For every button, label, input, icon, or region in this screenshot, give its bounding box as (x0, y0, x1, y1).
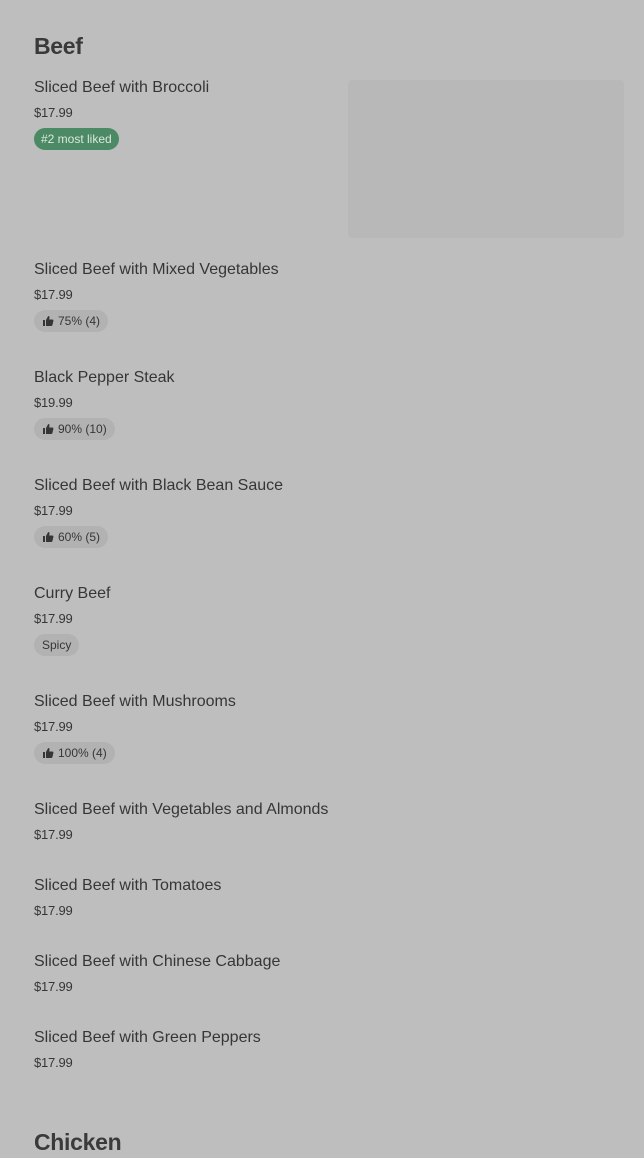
item-price: $17.99 (34, 287, 73, 302)
thumbs-up-icon (42, 423, 54, 435)
item-price: $17.99 (34, 1055, 73, 1070)
menu-item-sliced-beef-with-green-peppers[interactable] (34, 1028, 624, 1071)
item-price: $19.99 (34, 395, 73, 410)
menu-item-curry-beef[interactable] (34, 584, 624, 656)
item-price: $17.99 (34, 105, 73, 120)
item-name: Sliced Beef with Green Peppers (34, 1029, 261, 1046)
menu-item-sliced-beef-with-mushrooms[interactable] (34, 692, 624, 764)
section-title-beef: Beef (34, 33, 83, 59)
menu-item-black-pepper-steak[interactable] (34, 368, 624, 440)
rating-badge (34, 418, 115, 440)
thumbs-up-icon (42, 315, 54, 327)
spicy-tag: Spicy (34, 634, 79, 656)
item-name: Sliced Beef with Chinese Cabbage (34, 953, 281, 970)
item-price: $17.99 (34, 611, 73, 626)
thumbs-up-icon (42, 747, 54, 759)
item-name: Curry Beef (34, 585, 111, 602)
item-name: Sliced Beef with Mushrooms (34, 693, 236, 710)
rating-text: 75% (4) (58, 314, 101, 328)
item-name: Sliced Beef with Broccoli (34, 79, 210, 96)
rating-badge (34, 742, 115, 764)
section-title-chicken: Chicken (34, 1129, 122, 1155)
menu-item-sliced-beef-with-chinese-cabbage[interactable] (34, 952, 624, 995)
rating-text: 60% (5) (58, 530, 101, 544)
menu-item-sliced-beef-with-vegetables-and-almonds[interactable] (34, 800, 624, 843)
item-price: $17.99 (34, 503, 73, 518)
item-price: $17.99 (34, 979, 73, 994)
thumbs-up-icon (42, 531, 54, 543)
item-price: $17.99 (34, 719, 73, 734)
menu-item-sliced-beef-with-tomatoes[interactable] (34, 876, 624, 919)
item-price: $17.99 (34, 827, 73, 842)
item-name: Black Pepper Steak (34, 369, 175, 386)
item-name: Sliced Beef with Vegetables and Almonds (34, 801, 329, 818)
item-name: Sliced Beef with Tomatoes (34, 877, 222, 894)
rating-text: 90% (10) (58, 422, 107, 436)
rating-text: 100% (4) (58, 746, 107, 760)
rating-badge (34, 526, 108, 548)
rating-badge (34, 310, 108, 332)
menu-item-sliced-beef-with-black-bean-sauce[interactable] (34, 476, 624, 548)
most-liked-badge: #2 most liked (34, 128, 119, 150)
item-name: Sliced Beef with Mixed Vegetables (34, 261, 279, 278)
menu-item-sliced-beef-with-mixed-vegetables[interactable] (34, 260, 624, 332)
item-name: Sliced Beef with Black Bean Sauce (34, 477, 284, 494)
item-price: $17.99 (34, 903, 73, 918)
item-image-placeholder[interactable] (348, 80, 624, 238)
